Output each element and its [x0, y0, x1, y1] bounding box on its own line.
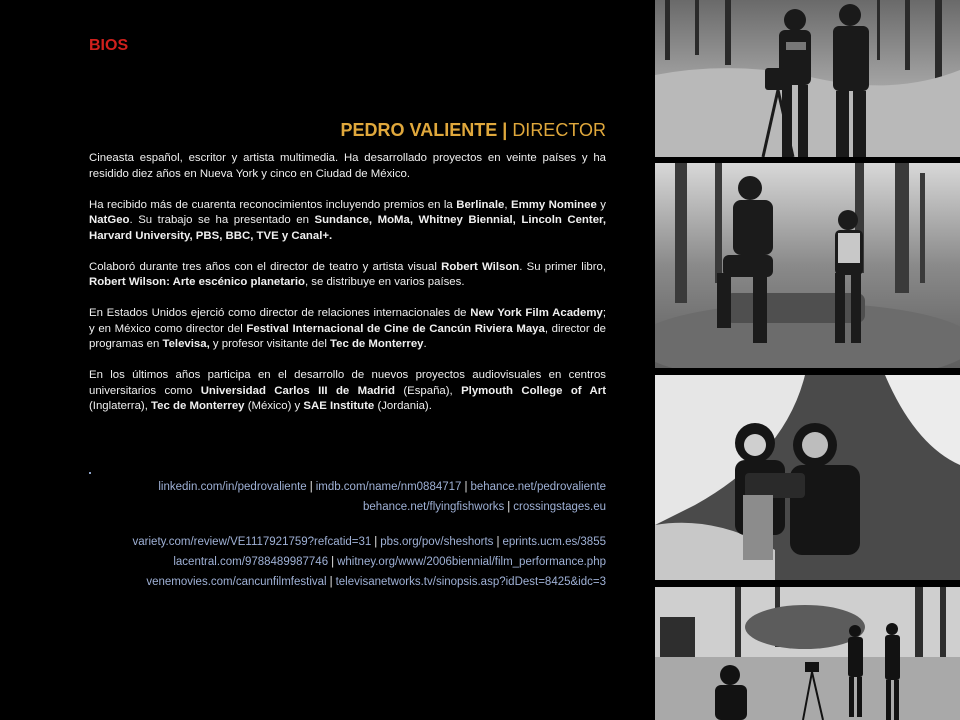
bio-text-span: ; y en México como director del: [89, 307, 606, 335]
bio-text-span: , director de programas en: [89, 322, 606, 350]
external-link[interactable]: behance.net/pedrovaliente: [470, 481, 606, 493]
bio-highlight: Emmy Nominee: [511, 198, 597, 211]
bio-highlight: Festival Internacional de Cine de Cancún Riviera Maya: [246, 322, 545, 335]
bullet-dot: [89, 472, 91, 474]
bio-text-span: ,: [504, 198, 512, 211]
bio-text-span: (Jordania).: [374, 400, 432, 412]
bio-highlight: Robert Wilson: [441, 260, 520, 273]
bio-highlight: New York Film Academy: [470, 307, 603, 319]
link-separator: |: [331, 556, 335, 568]
bio-paragraph-1: Cineasta español, escritor y artista multimedia. Ha desarrollado proyectos en veinte países y ha residido diez años en Nueva York y cinco en Ciudad de México.: [89, 152, 606, 180]
heading-separator: |: [502, 120, 508, 140]
bio-text-span: y: [596, 198, 606, 211]
person-role: DIRECTOR: [512, 120, 606, 140]
bio-paragraph-2: [89, 198, 606, 245]
bio-text-span: En Estados Unidos ejerció como director de relaciones internacionales de: [89, 307, 471, 319]
external-link[interactable]: venemovies.com/cancunfilmfestival: [146, 576, 327, 588]
link-separator: |: [496, 536, 500, 548]
bio-text-span: (México) y: [244, 400, 304, 412]
external-link[interactable]: lacentral.com/9788489987746: [173, 556, 329, 568]
bio-text-span: . Su trabajo se ha presentado en: [129, 214, 315, 226]
external-link[interactable]: crossingstages.eu: [513, 501, 606, 513]
bio-text-span: Colaboró durante tres años con el director de teatro y artista visual: [89, 260, 442, 273]
external-link[interactable]: televisanetworks.tv/sinopsis.asp?idDest=8425&idc=3: [335, 576, 606, 588]
bio-highlight: Robert Wilson: Arte escénico planetario: [89, 276, 305, 288]
links-line-5: [46, 576, 606, 588]
bio-text-span: , se distribuye en varios países.: [304, 276, 465, 288]
link-separator: |: [507, 501, 511, 513]
photo-man-and-boy-forest: [655, 163, 960, 368]
photo-child-viewfinder: [655, 375, 960, 580]
bio-text-span: (Inglaterra),: [89, 400, 152, 412]
link-separator: |: [329, 576, 333, 588]
bio-highlight: Plymouth College of Art: [461, 384, 606, 397]
external-link[interactable]: pbs.org/pov/sheshorts: [380, 536, 494, 548]
external-link[interactable]: whitney.org/www/2006biennial/film_performance.php: [337, 556, 606, 568]
links-line-2: [46, 501, 606, 513]
external-link[interactable]: behance.net/flyingfishworks: [363, 501, 505, 513]
bio-highlight: NatGeo: [89, 214, 130, 226]
bio-paragraph-5: [89, 368, 606, 415]
external-link[interactable]: imdb.com/name/nm0884717: [315, 481, 462, 493]
bio-highlight: SAE Institute: [303, 400, 375, 412]
bio-highlight: Berlinale: [456, 198, 505, 211]
bio-highlight: Tec de Monterrey: [151, 400, 245, 412]
bio-highlight: Televisa,: [162, 338, 210, 350]
bio-text-span: .: [423, 338, 427, 350]
bio-text-span: En los últimos años participa en el desarrollo de nuevos proyectos audiovisuales en centros universitarios como: [89, 369, 606, 397]
bio-text-span: Ha recibido más de cuarenta reconocimientos incluyendo premios en la: [89, 198, 457, 211]
bio-text: [89, 151, 606, 430]
bio-highlight: Tec de Monterrey: [330, 338, 424, 350]
bio-paragraph-3: [89, 260, 606, 291]
links-line-4: [46, 556, 606, 568]
bio-text-span: (España),: [394, 384, 462, 397]
external-link[interactable]: eprints.ucm.es/3855: [502, 536, 606, 548]
photo-crew-on-set: [655, 587, 960, 720]
section-title: BIOS: [89, 37, 129, 54]
links-line-3: [46, 536, 606, 548]
link-separator: |: [374, 536, 378, 548]
links-line-1: [46, 481, 606, 493]
link-separator: |: [309, 481, 313, 493]
bio-text-span: y profesor visitante del: [209, 338, 331, 350]
bio-highlight: Sundance, MoMa, Whitney Biennial, Lincoln Center, Harvard University, PBS, BBC, TVE y Canal+.: [89, 214, 606, 242]
bio-highlight: Universidad Carlos III de Madrid: [200, 384, 395, 397]
person-name: PEDRO VALIENTE: [340, 120, 498, 140]
person-heading: [341, 120, 606, 141]
link-separator: |: [464, 481, 468, 493]
photo-crew-with-camera: [655, 0, 960, 157]
bio-paragraph-4: [89, 306, 606, 353]
external-link[interactable]: variety.com/review/VE1117921759?refcatid=31: [132, 536, 372, 548]
external-link[interactable]: linkedin.com/in/pedrovaliente: [158, 481, 307, 493]
bio-text-span: . Su primer libro,: [519, 260, 606, 273]
